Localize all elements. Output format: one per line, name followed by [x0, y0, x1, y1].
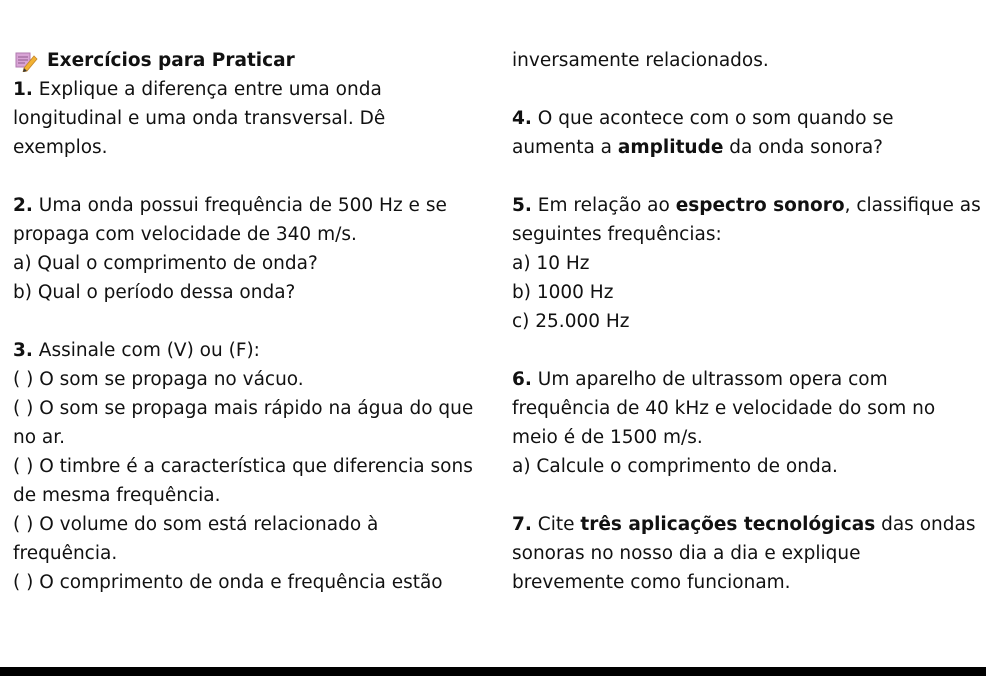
q3-item-4b: frequência.: [13, 543, 118, 564]
bottom-border: [0, 667, 986, 676]
title-row: [13, 46, 505, 75]
q2-item-a: a) Qual o comprimento de onda?: [13, 253, 318, 274]
q3-item-3a: ( ) O timbre é a característica que diferencia sons: [13, 456, 473, 477]
q6-line-2: frequência de 40 kHz e velocidade do som no: [512, 398, 936, 419]
q5-line-2: seguintes frequências:: [512, 224, 722, 245]
q3-item-2a: ( ) O som se propaga mais rápido na água do que: [13, 398, 474, 419]
right-column: [512, 46, 986, 597]
q1-line-3: exemplos.: [13, 137, 108, 158]
q7-line-1: 7. Cite três aplicações tecnológicas das ondas: [512, 514, 976, 535]
q5-item-c: c) 25.000 Hz: [512, 311, 630, 332]
q7-line-3: brevemente como funcionam.: [512, 572, 791, 593]
q5-line-1: 5. Em relação ao espectro sonoro, classifique as: [512, 195, 981, 216]
q5-item-b: b) 1000 Hz: [512, 282, 614, 303]
q3-item-4a: ( ) O volume do som está relacionado à: [13, 514, 379, 535]
q3-item-2b: no ar.: [13, 427, 66, 448]
q2-item-b: b) Qual o período dessa onda?: [13, 282, 296, 303]
q1-line-2: longitudinal e uma onda transversal. Dê: [13, 108, 386, 129]
q1-line-1: 1. Explique a diferença entre uma onda: [13, 79, 382, 100]
q5-item-a: a) 10 Hz: [512, 253, 590, 274]
q6-line-1: 6. Um aparelho de ultrassom opera com: [512, 369, 888, 390]
q6-item-a: a) Calcule o comprimento de onda.: [512, 456, 838, 477]
q2-line-2: propaga com velocidade de 340 m/s.: [13, 224, 357, 245]
q2-line-1: 2. Uma onda possui frequência de 500 Hz e se: [13, 195, 447, 216]
q3-item-1: ( ) O som se propaga no vácuo.: [13, 369, 304, 390]
q4-line-1: 4. O que acontece com o som quando se: [512, 108, 894, 129]
q3-continuation: inversamente relacionados.: [512, 50, 769, 71]
pencil-icon: [13, 50, 39, 72]
q3-item-5a: ( ) O comprimento de onda e frequência estão: [13, 572, 443, 593]
q3-line-1: 3. Assinale com (V) ou (F):: [13, 340, 260, 361]
q6-line-3: meio é de 1500 m/s.: [512, 427, 703, 448]
page-title: Exercícios para Praticar: [47, 50, 295, 71]
q3-item-3b: de mesma frequência.: [13, 485, 221, 506]
left-column: [13, 46, 505, 597]
q4-line-2: aumenta a amplitude da onda sonora?: [512, 137, 883, 158]
q7-line-2: sonoras no nosso dia a dia e explique: [512, 543, 861, 564]
